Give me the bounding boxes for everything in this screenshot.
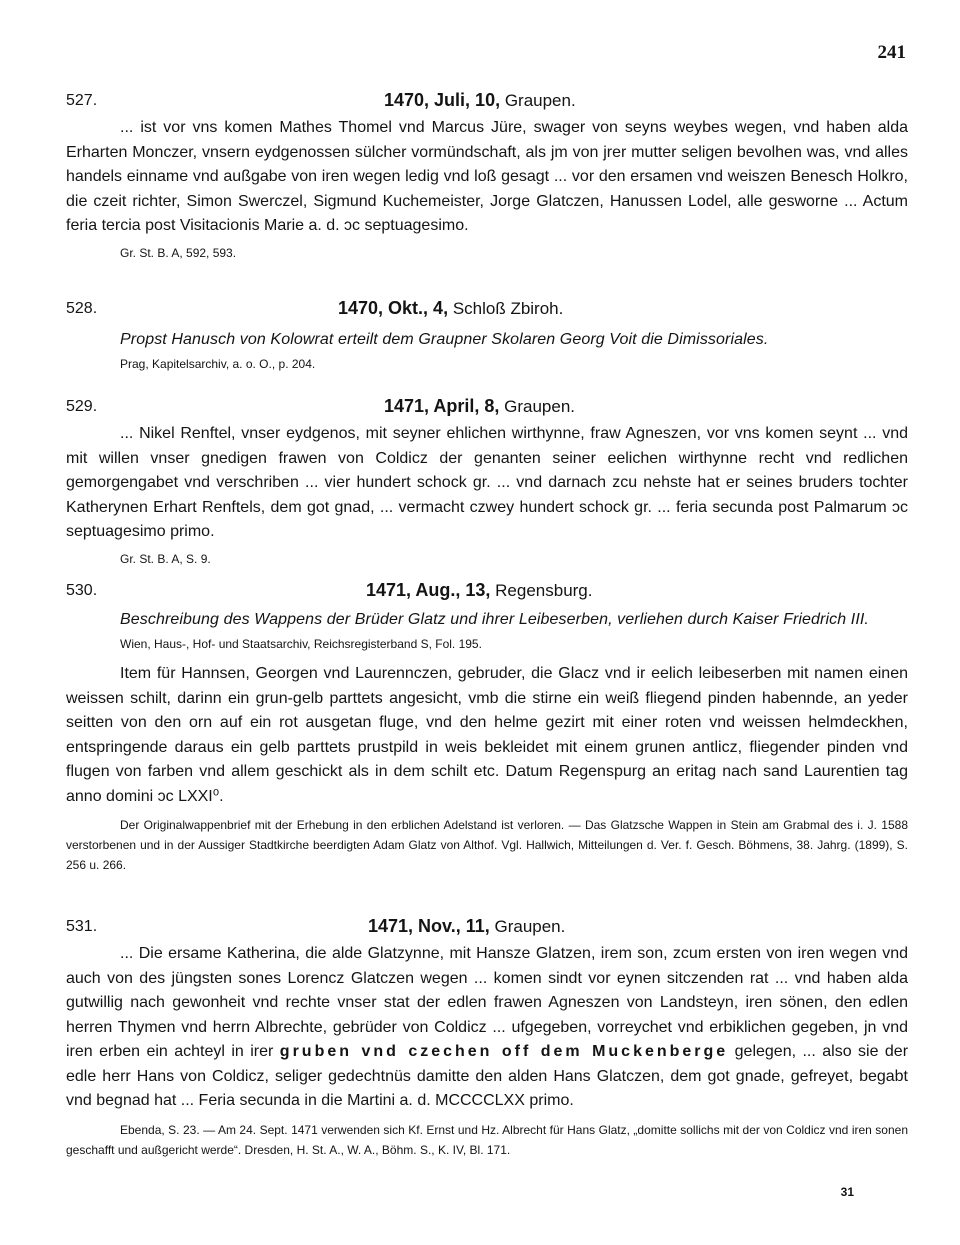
entry-date: 1471, April, 8, (384, 396, 500, 416)
entry-text: ... Nikel Renftel, vnser eydgenos, mit seyner ehlichen wirthynne, fraw Agneszen, vor vns komen seynt ... vnd mit willen vnser gnedigen frawen von Coldicz der genanten seiner eelichen wirthynne recht vnd redlichen gemorgengabet vnd verschriben ... vier hundert schock gr. ... vnd darnach zcu nehste hat er seines bruders tochter Katherynen Erhart Renftels, dem got gnad, ... vermacht czwey hundert schock gr. ... feria secunda post Palmarum ɔc septuagesimo primo. (66, 425, 908, 540)
entry-text-part: ... Die ersame Katherina, die alde Glatzynne, mit Hansze Glatzen, irem son, zcum ersten von iren wegen vnd auch von des jüngsten sones Lorencz Glatczen wegen ... komen sindt vor eynen sitczenden rat ... vnd haben alda gutwillig nach gewonheit vnd rechte vnser stat der edlen frawen Agneszen von Landsteyn, iren sönen, den edlen herren Thymen vnd herrn Albrechte, gebrüder von Coldicz ... ufgegeben, vorreychet vnd erbiklichen gegeben, jn vnd iren erben ein achteyl in irer (66, 945, 908, 1060)
entry-source: Wien, Haus-, Hof- und Staatsarchiv, Reichsregisterband S, Fol. 195. (120, 637, 482, 651)
entry-heading (66, 918, 908, 942)
entry-source: Gr. St. B. A, 592, 593. (120, 245, 237, 260)
entry-text (66, 942, 908, 1114)
entry-text: ... ist vor vns komen Mathes Thomel vnd Marcus Jüre, swager von seyns weybes wegen, vnd haben alda Erharten Monczer, vnsern eydgenossen sülcher vormündschaft, als jm von jrer mutter seligen bevolhen was, vnd alles handels einname vnd außgabe von iren wegen ledig vnd loß gesagt ... vor den ersamen vnd weiszen Benesch Holkro, die czeit richter, Simon Swerczel, Sigmund Kuchemeister, Jorge Glatczen, Hanussen Lodel, alle gesworne ... Actum feria tercia post Visitacionis Marie a. d. ɔc septuagesimo. (66, 119, 908, 234)
entry-date-line (338, 298, 563, 319)
entry-place: Schloß Zbiroh. (452, 299, 564, 318)
entry-number: 531. (66, 918, 98, 935)
entry-date: 1470, Okt., 4, (338, 298, 449, 318)
entry-528 (66, 300, 908, 374)
entry-place: Graupen. (504, 91, 576, 110)
entry-place: Graupen. (494, 917, 566, 936)
entry-531 (66, 918, 908, 1160)
entry-place: Regensburg. (495, 581, 593, 600)
entry-place: Graupen. (504, 397, 576, 416)
entry-number: 527. (66, 92, 98, 109)
entry-date-line (384, 90, 576, 111)
entry-date-line (368, 916, 565, 937)
entry-date-line (366, 580, 592, 601)
entry-heading (66, 300, 908, 324)
entry-number: 529. (66, 398, 98, 415)
entry-heading (66, 92, 908, 116)
entry-regest: Beschreibung des Wappens der Brüder Glatz und ihrer Leibeserben, verliehen durch Kaiser Friedrich III. (120, 611, 869, 628)
entry-heading (66, 582, 908, 606)
entry-source: Gr. St. B. A, S. 9. (120, 551, 211, 566)
page-number: 241 (877, 42, 906, 63)
entry-note: Ebenda, S. 23. — Am 24. Sept. 1471 verwenden sich Kf. Ernst und Hz. Albrecht für Hans Glatz, „domitte sollichs mit der von Coldicz vnd iren sonen geschafft und außgericht werde“. Dresden, H. St. A., W. A., Böhm. S., K. IV, Bl. 171. (66, 1122, 908, 1157)
entry-text-part: gelegen, ... also sie der edle herr Hans von Coldicz, seliger gedechtnüs damitte den alden Hans Glatczen, dem got gnade, gefreyet, begabt vnd begnad hat ... Feria secunda in die Martini a. d. MCCCCLXX primo. (66, 1043, 909, 1109)
entry-text-spaced: gruben vnd czechen off dem Muckenberge (279, 1043, 729, 1060)
entry-date: 1470, Juli, 10, (384, 90, 501, 110)
entry-date-line (384, 396, 575, 417)
entry-530 (66, 582, 908, 875)
entry-number: 530. (66, 582, 98, 599)
entry-date: 1471, Aug., 13, (366, 580, 491, 600)
signature-mark: 31 (840, 1185, 854, 1199)
entry-heading (66, 398, 908, 422)
entry-source: Prag, Kapitelsarchiv, a. o. O., p. 204. (120, 357, 316, 371)
entry-note: Der Originalwappenbrief mit der Erhebung in den erblichen Adelstand ist verloren. — Das Glatzsche Wappen in Stein am Grabmal des i. J. 1588 verstorbenen und in der Aussiger Stadtkirche beerdigten Adam Glatz von Althof. Vgl. Hallwich, Mitteilungen d. Ver. f. Gesch. Böhmens, 38. Jahrg. (1899), S. 256 u. 266. (66, 818, 908, 872)
entry-regest: Propst Hanusch von Kolowrat erteilt dem Graupner Skolaren Georg Voit die Dimissoriales. (120, 331, 769, 348)
entry-text: Item für Hannsen, Georgen vnd Laurennczen, gebruder, die Glacz vnd ir eelich leibeserben mit namen einen weissen schilt, darinn ein grun-gelb parttets angesicht, vmb die stirne ein weiß fliegend pinden habennde, an yeder seitten von den orn auf ein rot ausgetan fluge, vnd den helme gezirt mit einer roten vnd weissen helmdeckhen, entspringende daraus ein gelb parttets prustpild in weis bekleidet mit einem grunen antlicz, fliegender pinden vnd flugen von farben vnd allem geschickt als in dem schilt etc. Datum Regenspurg an eritag nach sand Laurentien tag anno domini ɔc LXXI⁰. (66, 665, 908, 805)
entry-529 (66, 398, 908, 569)
entry-527 (66, 92, 908, 263)
entry-date: 1471, Nov., 11, (368, 916, 490, 936)
entry-number: 528. (66, 300, 98, 317)
